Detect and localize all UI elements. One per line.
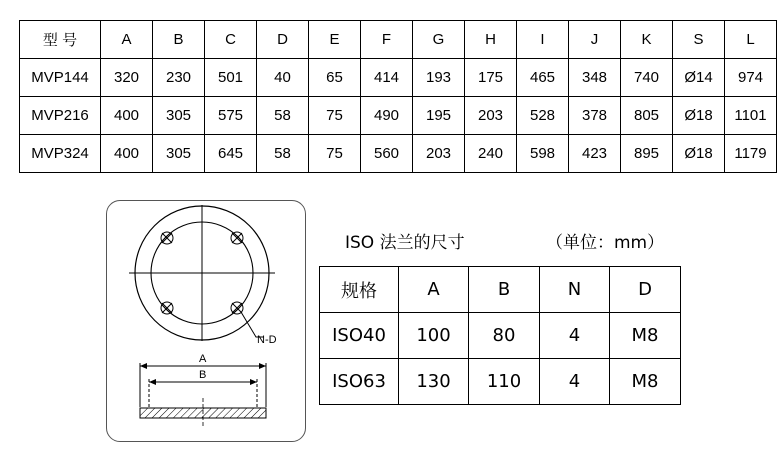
model-cell: MVP216: [20, 97, 101, 135]
header-cell: S: [673, 21, 725, 59]
header-cell: C: [205, 21, 257, 59]
value-cell: 423: [569, 135, 621, 173]
value-cell: 974: [725, 59, 777, 97]
value-cell: 465: [517, 59, 569, 97]
value-cell: 320: [101, 59, 153, 97]
value-cell: 175: [465, 59, 517, 97]
spec-cell: ISO63: [320, 359, 399, 405]
header-cell: 型 号: [20, 21, 101, 59]
value-cell: 598: [517, 135, 569, 173]
value-cell: 560: [361, 135, 413, 173]
header-cell: E: [309, 21, 361, 59]
table-row: [20, 59, 777, 97]
header-cell: A: [399, 267, 469, 313]
value-cell: 100: [399, 313, 469, 359]
bolt-hole: [231, 232, 243, 244]
table-row: [320, 313, 681, 359]
value-cell: 400: [101, 135, 153, 173]
value-cell: 230: [153, 59, 205, 97]
header-cell: N: [540, 267, 610, 313]
nd-label: N-D: [257, 334, 277, 346]
flange-drawing: [106, 200, 306, 442]
header-cell: B: [469, 267, 540, 313]
value-cell: M8: [610, 313, 681, 359]
value-cell: Ø18: [673, 97, 725, 135]
header-cell: K: [621, 21, 673, 59]
arrow-head: [250, 379, 257, 385]
value-cell: 348: [569, 59, 621, 97]
value-cell: 195: [413, 97, 465, 135]
model-cell: MVP144: [20, 59, 101, 97]
value-cell: 305: [153, 135, 205, 173]
value-cell: 75: [309, 135, 361, 173]
value-cell: 203: [465, 97, 517, 135]
arrow-head: [149, 379, 156, 385]
value-cell: 58: [257, 97, 309, 135]
value-cell: 110: [469, 359, 540, 405]
value-cell: 895: [621, 135, 673, 173]
value-cell: 80: [469, 313, 540, 359]
spec-cell: ISO40: [320, 313, 399, 359]
header-cell: 规格: [320, 267, 399, 313]
value-cell: Ø18: [673, 135, 725, 173]
dimension-a-label: A: [199, 353, 207, 365]
arrow-head: [140, 363, 147, 369]
value-cell: 740: [621, 59, 673, 97]
header-cell: G: [413, 21, 465, 59]
value-cell: 501: [205, 59, 257, 97]
value-cell: Ø14: [673, 59, 725, 97]
flange-diagram: [107, 201, 305, 441]
header-cell: B: [153, 21, 205, 59]
value-cell: 203: [413, 135, 465, 173]
table-row: [20, 135, 777, 173]
value-cell: 75: [309, 97, 361, 135]
iso-table-header: [320, 267, 681, 313]
dimension-table-header: [20, 21, 777, 59]
header-cell: J: [569, 21, 621, 59]
value-cell: 1179: [725, 135, 777, 173]
value-cell: 528: [517, 97, 569, 135]
table-row: [320, 359, 681, 405]
value-cell: 400: [101, 97, 153, 135]
iso-flange-table: [319, 266, 681, 405]
value-cell: 4: [540, 359, 610, 405]
header-cell: H: [465, 21, 517, 59]
header-cell: D: [610, 267, 681, 313]
header-cell: F: [361, 21, 413, 59]
value-cell: 1101: [725, 97, 777, 135]
bolt-hole: [161, 232, 173, 244]
arrow-head: [259, 363, 266, 369]
value-cell: 193: [413, 59, 465, 97]
value-cell: 130: [399, 359, 469, 405]
value-cell: 40: [257, 59, 309, 97]
iso-unit-note: （单位：mm）: [546, 233, 665, 253]
value-cell: 58: [257, 135, 309, 173]
value-cell: 414: [361, 59, 413, 97]
value-cell: M8: [610, 359, 681, 405]
bolt-hole: [161, 302, 173, 314]
table-row: [20, 97, 777, 135]
value-cell: 645: [205, 135, 257, 173]
model-cell: MVP324: [20, 135, 101, 173]
value-cell: 4: [540, 313, 610, 359]
value-cell: 305: [153, 97, 205, 135]
header-cell: L: [725, 21, 777, 59]
value-cell: 240: [465, 135, 517, 173]
value-cell: 575: [205, 97, 257, 135]
header-cell: D: [257, 21, 309, 59]
value-cell: 805: [621, 97, 673, 135]
dimension-b-label: B: [199, 369, 207, 381]
header-cell: A: [101, 21, 153, 59]
iso-flange-title: ISO 法兰的尺寸: [345, 233, 465, 253]
value-cell: 378: [569, 97, 621, 135]
value-cell: 490: [361, 97, 413, 135]
value-cell: 65: [309, 59, 361, 97]
dimension-table: [19, 20, 777, 173]
header-cell: I: [517, 21, 569, 59]
